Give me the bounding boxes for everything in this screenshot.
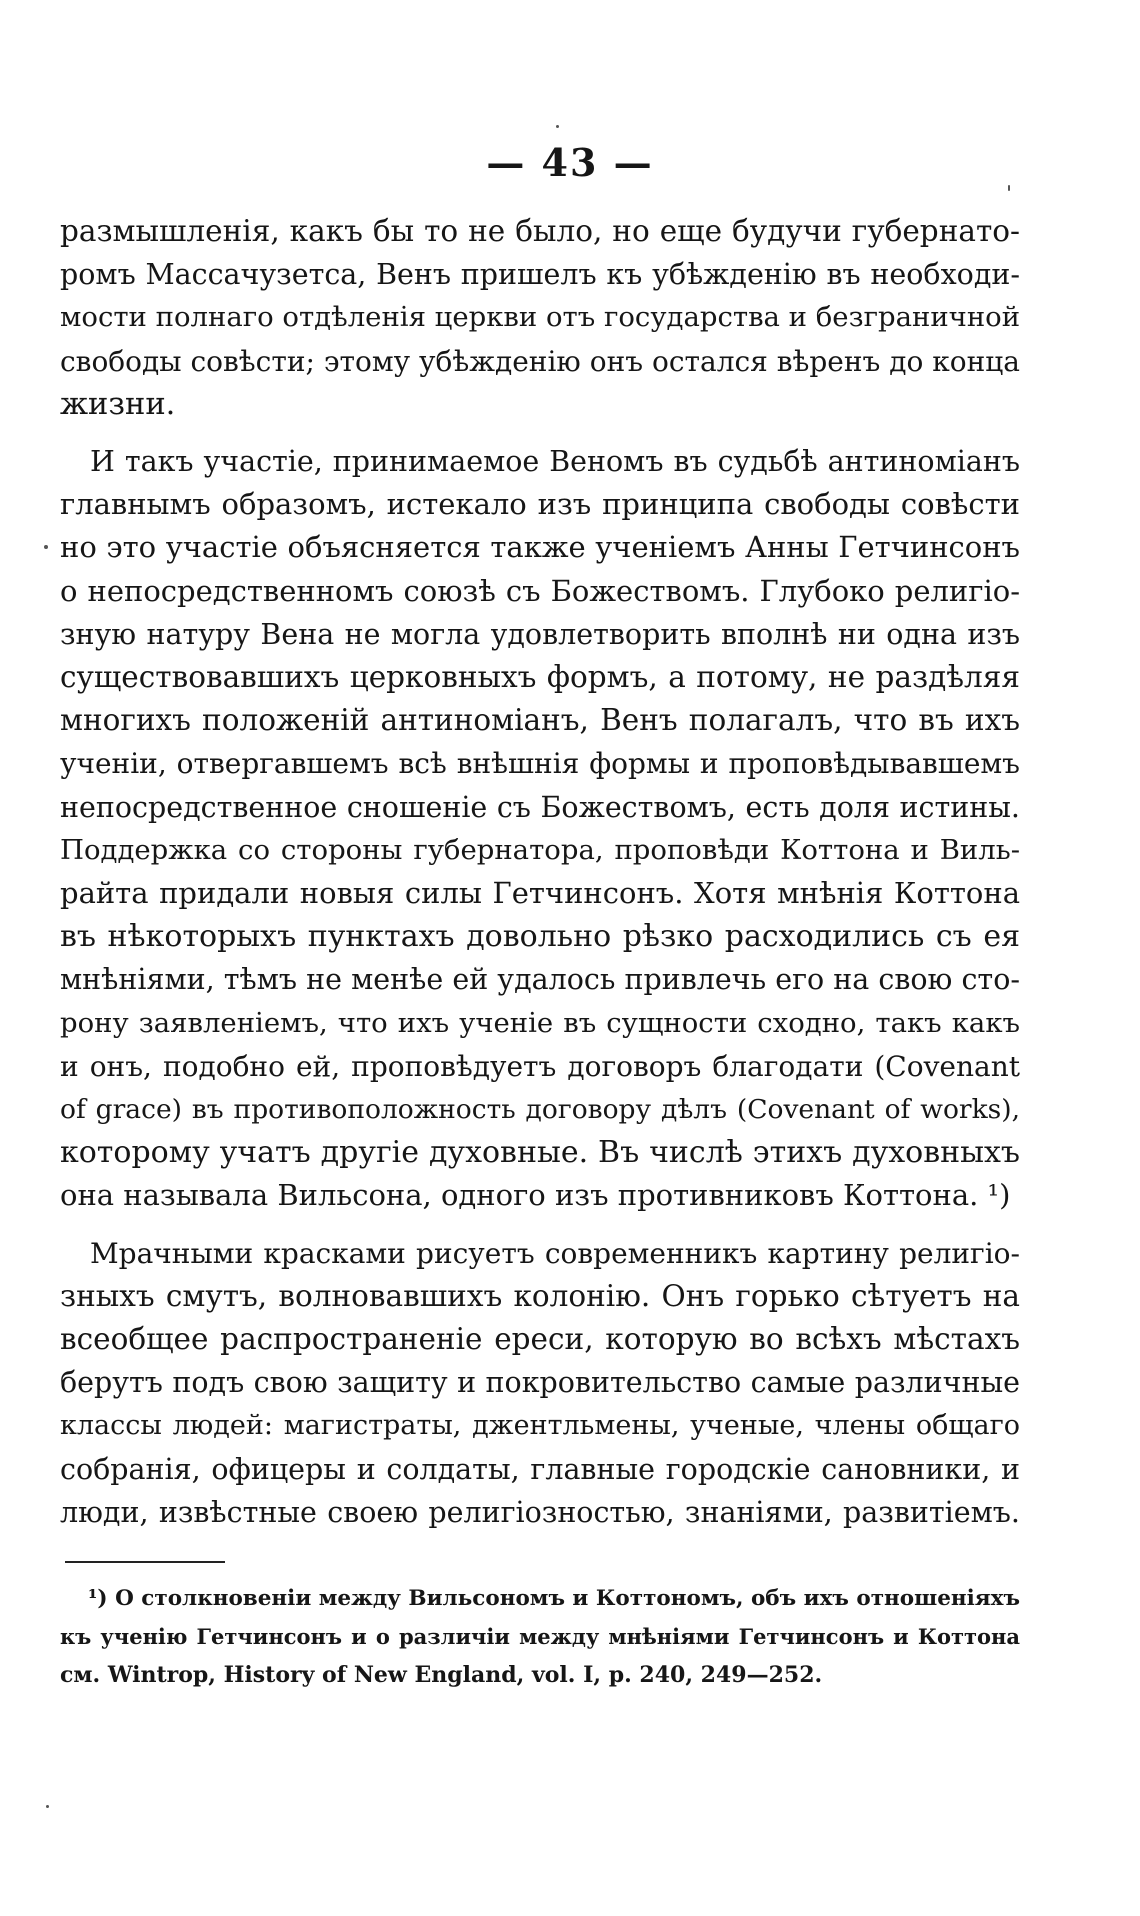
text-line: люди, извѣстные своею религіозностью, знаніями, развитіемъ.: [60, 1495, 1020, 1529]
text-line: классы людей: магистраты, джентльмены, ученые, члены общаго: [60, 1410, 1020, 1442]
text-line: жизни.: [60, 386, 176, 422]
text-line: въ нѣкоторыхъ пунктахъ довольно рѣзко расходились съ ея: [60, 919, 1020, 955]
text-line: она называла Вильсона, одного изъ противниковъ Коттона. ¹): [60, 1178, 1011, 1213]
print-speck: [46, 1805, 49, 1808]
text-line: берутъ подъ свою защиту и покровительство самые различные: [60, 1366, 1020, 1400]
text-line: зныхъ смутъ, волновавшихъ колонію. Онъ горько сѣтуетъ на: [60, 1278, 1020, 1313]
paragraph-1: [60, 210, 1020, 426]
text-line: но это участіе объясняется также ученіемъ Анны Гетчинсонъ: [60, 530, 1020, 565]
text-line: мнѣніями, тѣмъ не менѣе ей удалось привлечь его на свою сто-: [60, 963, 1020, 997]
text-line: непосредственное сношеніе съ Божествомъ, есть доля истины.: [60, 790, 1020, 824]
text-line: собранія, офицеры и солдаты, главные городскіе сановники, и: [60, 1452, 1020, 1486]
footnote-line: ¹) О столкновеніи между Вильсономъ и Коттономъ, объ ихъ отношеніяхъ: [88, 1586, 1020, 1611]
print-speck: [1008, 185, 1010, 191]
text-line: о непосредственномъ союзѣ съ Божествомъ. Глубоко религіо-: [60, 573, 1020, 608]
text-line: райта придали новыя силы Гетчинсонъ. Хотя мнѣнія Коттона: [60, 876, 1020, 911]
text-line: и онъ, подобно ей, проповѣдуетъ договоръ благодати (Covenant: [60, 1049, 1020, 1083]
text-line: Поддержка со стороны губернатора, проповѣди Коттона и Виль-: [60, 833, 1020, 866]
text-line: ученіи, отвергавшемъ всѣ внѣшнія формы и проповѣдывавшемъ: [60, 747, 1020, 781]
text-line: of grace) въ противоположность договору дѣлъ (Covenant of works),: [60, 1094, 1020, 1126]
text-line: которому учатъ другіе духовные. Въ числѣ этихъ духовныхъ: [60, 1135, 1020, 1171]
text-line: свободы совѣсти; этому убѣжденію онъ остался вѣренъ до конца: [60, 344, 1020, 378]
footnote-line: къ ученію Гетчинсонъ и о различіи между мнѣніями Гетчинсонъ и Коттона: [60, 1624, 1020, 1649]
footnote-divider: [65, 1561, 225, 1563]
text-line: мости полнаго отдѣленія церкви отъ государства и безграничной: [60, 301, 1021, 334]
print-speck: [556, 125, 559, 128]
text-line: И такъ участіе, принимаемое Веномъ въ судьбѣ антиноміанъ: [90, 445, 1020, 479]
text-line: всеобщее распространеніе ереси, которую во всѣхъ мѣстахъ: [60, 1322, 1020, 1357]
text-line: рону заявленіемъ, что ихъ ученіе въ сущности сходно, такъ какъ: [60, 1006, 1020, 1039]
text-line: многихъ положеній антиноміанъ, Венъ полагалъ, что въ ихъ: [60, 703, 1020, 738]
footnote-line: см. Wintrop, History of New England, vol. I, p. 240, 249—252.: [60, 1662, 823, 1688]
page-number: — 43 —: [486, 140, 654, 185]
text-line: зную натуру Вена не могла удовлетворить вполнѣ ни одна изъ: [60, 617, 1020, 651]
paragraph-2: [60, 440, 1020, 1218]
text-line: главнымъ образомъ, истекало изъ принципа свободы совѣсти: [60, 487, 1020, 522]
footnote: [60, 1580, 1020, 1694]
paragraph-3: [60, 1232, 1020, 1534]
print-speck: [44, 545, 48, 549]
text-line: существовавшихъ церковныхъ формъ, а потому, не раздѣляя: [60, 660, 1020, 695]
text-line: размышленія, какъ бы то не было, но еще будучи губернато-: [60, 214, 1020, 248]
text-line: Мрачными красками рисуетъ современникъ картину религіо-: [90, 1236, 1020, 1270]
text-line: ромъ Массачузетса, Венъ пришелъ къ убѣжденію въ необходи-: [60, 258, 1020, 292]
main-text: [60, 210, 1020, 1534]
